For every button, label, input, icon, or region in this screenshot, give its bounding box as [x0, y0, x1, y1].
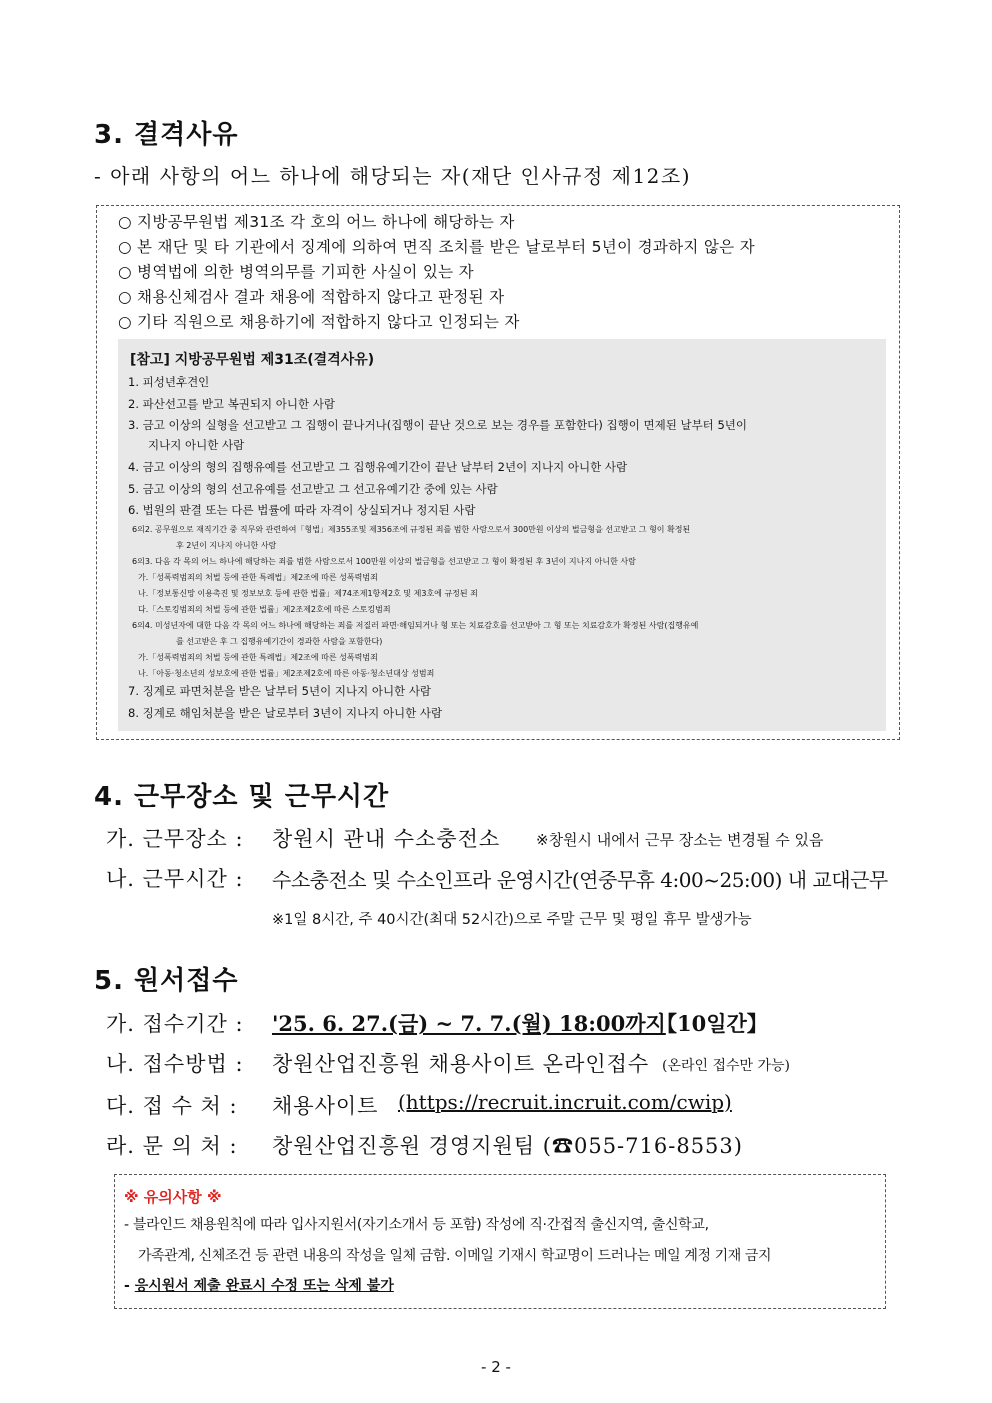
- reference-subitem: 나.「정보통신망 이용촉진 및 정보보호 등에 관한 법률」제74조제1항제2호 및 제3호에 규정된 죄: [138, 589, 478, 598]
- page-number: - 2 -: [481, 1358, 511, 1376]
- notice-title: ※ 유의사항 ※: [124, 1188, 222, 1206]
- work-hours-label: 나. 근무시간 :: [106, 867, 244, 891]
- reference-item: 3. 금고 이상의 실형을 선고받고 그 집행이 끝나거나(집행이 끝난 것으로 보는 경우를 포함한다) 집행이 면제된 날부터 5년이: [128, 418, 747, 432]
- bullet-item: ○ 지방공무원법 제31조 각 호의 어느 하나에 해당하는 자: [118, 213, 515, 231]
- reference-title: [참고] 지방공무원법 제31조(결격사유): [130, 352, 375, 368]
- notice-line: 가족관계, 신체조건 등 관련 내용의 작성을 일체 금함. 이메일 기재시 학교명이 드러나는 메일 계정 기재 금지: [138, 1248, 772, 1264]
- reference-item: 8. 징계로 해임처분을 받은 날로부터 3년이 지나지 아니한 사람: [128, 706, 443, 720]
- section3-heading: 3. 결격사유: [94, 120, 239, 150]
- reference-item: 2. 파산선고를 받고 복권되지 아니한 사람: [128, 397, 335, 411]
- method-note: (온라인 접수만 가능): [662, 1058, 791, 1074]
- contact-label: 라. 문 의 처 :: [106, 1134, 238, 1158]
- reference-item: 6. 법원의 판결 또는 다른 법률에 따라 자격이 상실되거나 정지된 사람: [128, 503, 476, 517]
- section4-heading: 4. 근무장소 및 근무시간: [94, 782, 390, 812]
- notice-dash: -: [124, 1278, 135, 1294]
- reference-item: 4. 금고 이상의 형의 집행유예를 선고받고 그 집행유예기간이 끝난 날부터 2년이 지나지 아니한 사람: [128, 460, 628, 474]
- reference-item: 1. 피성년후견인: [128, 375, 210, 389]
- reference-item: 지나지 아니한 사람: [148, 438, 245, 452]
- period-label: 가. 접수기간 :: [106, 1012, 244, 1036]
- reference-subitem: 가.「성폭력범죄의 처벌 등에 관한 특례법」제2조에 따른 성폭력범죄: [138, 653, 378, 662]
- bullet-item: ○ 본 재단 및 타 기관에서 징계에 의하여 면직 조치를 받은 날로부터 5년이 경과하지 않은 자: [118, 238, 755, 256]
- reference-subitem: 6의4. 미성년자에 대한 다음 각 목의 어느 하나에 해당하는 죄를 저질러 파면·해임되거나 형 또는 치료감호를 선고받아 그 형 또는 치료감호가 확정된 사람(집행유예: [132, 621, 699, 630]
- method-value: 창원산업진흥원 채용사이트 온라인접수: [272, 1052, 650, 1076]
- reference-item: 7. 징계로 파면처분을 받은 날부터 5년이 지나지 아니한 사람: [128, 684, 432, 698]
- place-label: 다. 접 수 처 :: [106, 1094, 238, 1118]
- recruit-site-link[interactable]: (https://recruit.incruit.com/cwip): [398, 1090, 732, 1114]
- contact-value: 창원산업진흥원 경영지원팀 (☎055-716-8553): [272, 1134, 743, 1158]
- reference-subitem: 나.「아동·청소년의 성보호에 관한 법률」제2조제2호에 따른 아동·청소년대상 성범죄: [138, 669, 435, 678]
- bullet-item: ○ 병역법에 의한 병역의무를 기피한 사실이 있는 자: [118, 263, 474, 281]
- work-hours-value: 수소충전소 및 수소인프라 운영시간(연중무휴 4:00~25:00) 내 교대근무: [272, 868, 888, 892]
- period-days: 【10일간】: [656, 1011, 768, 1036]
- bullet-item: ○ 기타 직원으로 채용하기에 적합하지 않다고 인정되는 자: [118, 313, 520, 331]
- work-hours-note: ※1일 8시간, 주 40시간(최대 52시간)으로 주말 근무 및 평일 휴무 발생가능: [272, 912, 752, 928]
- method-label: 나. 접수방법 :: [106, 1052, 244, 1076]
- work-place-note: ※창원시 내에서 근무 장소는 변경될 수 있음: [536, 831, 824, 849]
- reference-subitem: 가.「성폭력범죄의 처벌 등에 관한 특례법」제2조에 따른 성폭력범죄: [138, 573, 378, 582]
- notice-line-emphasis: 응시원서 제출 완료시 수정 또는 삭제 불가: [134, 1278, 394, 1294]
- bullet-item: ○ 채용신체검사 결과 채용에 적합하지 않다고 판정된 자: [118, 288, 505, 306]
- period-value: '25. 6. 27.(금) ~ 7. 7.(월) 18:00까지: [272, 1011, 666, 1036]
- work-place-label: 가. 근무장소 :: [106, 827, 244, 851]
- reference-subitem: 6의2. 공무원으로 재직기간 중 직무와 관련하여「형법」제355조및 제356조에 규정된 죄를 범한 사람으로서 300만원 이상의 벌금형을 선고받고 그 형이 확정된: [132, 525, 691, 534]
- work-place-value: 창원시 관내 수소충전소: [272, 827, 501, 851]
- reference-item: 5. 금고 이상의 형의 선고유예를 선고받고 그 선고유예기간 중에 있는 사람: [128, 482, 498, 496]
- reference-subitem: 6의3. 다음 각 목의 어느 하나에 해당하는 죄를 범한 사람으로서 100만원 이상의 벌금형을 선고받고 그 형이 확정된 후 3년이 지나지 아니한 사람: [132, 557, 636, 566]
- reference-subitem: 다.「스토킹범죄의 처벌 등에 관한 법률」제2조제2호에 따른 스토킹범죄: [138, 605, 391, 614]
- notice-line: - 블라인드 채용원칙에 따라 입사지원서(자기소개서 등 포함) 작성에 직·간접적 출신지역, 출신학교,: [124, 1217, 709, 1233]
- reference-subitem: 후 2년이 지나지 아니한 사람: [176, 541, 277, 550]
- reference-subitem: 를 선고받은 후 그 집행유예기간이 경과한 사람을 포함한다): [176, 637, 383, 646]
- section3-subtitle: - 아래 사항의 어느 하나에 해당되는 자(재단 인사규정 제12조): [94, 164, 692, 188]
- section5-heading: 5. 원서접수: [94, 966, 239, 996]
- place-value: 채용사이트: [272, 1094, 379, 1118]
